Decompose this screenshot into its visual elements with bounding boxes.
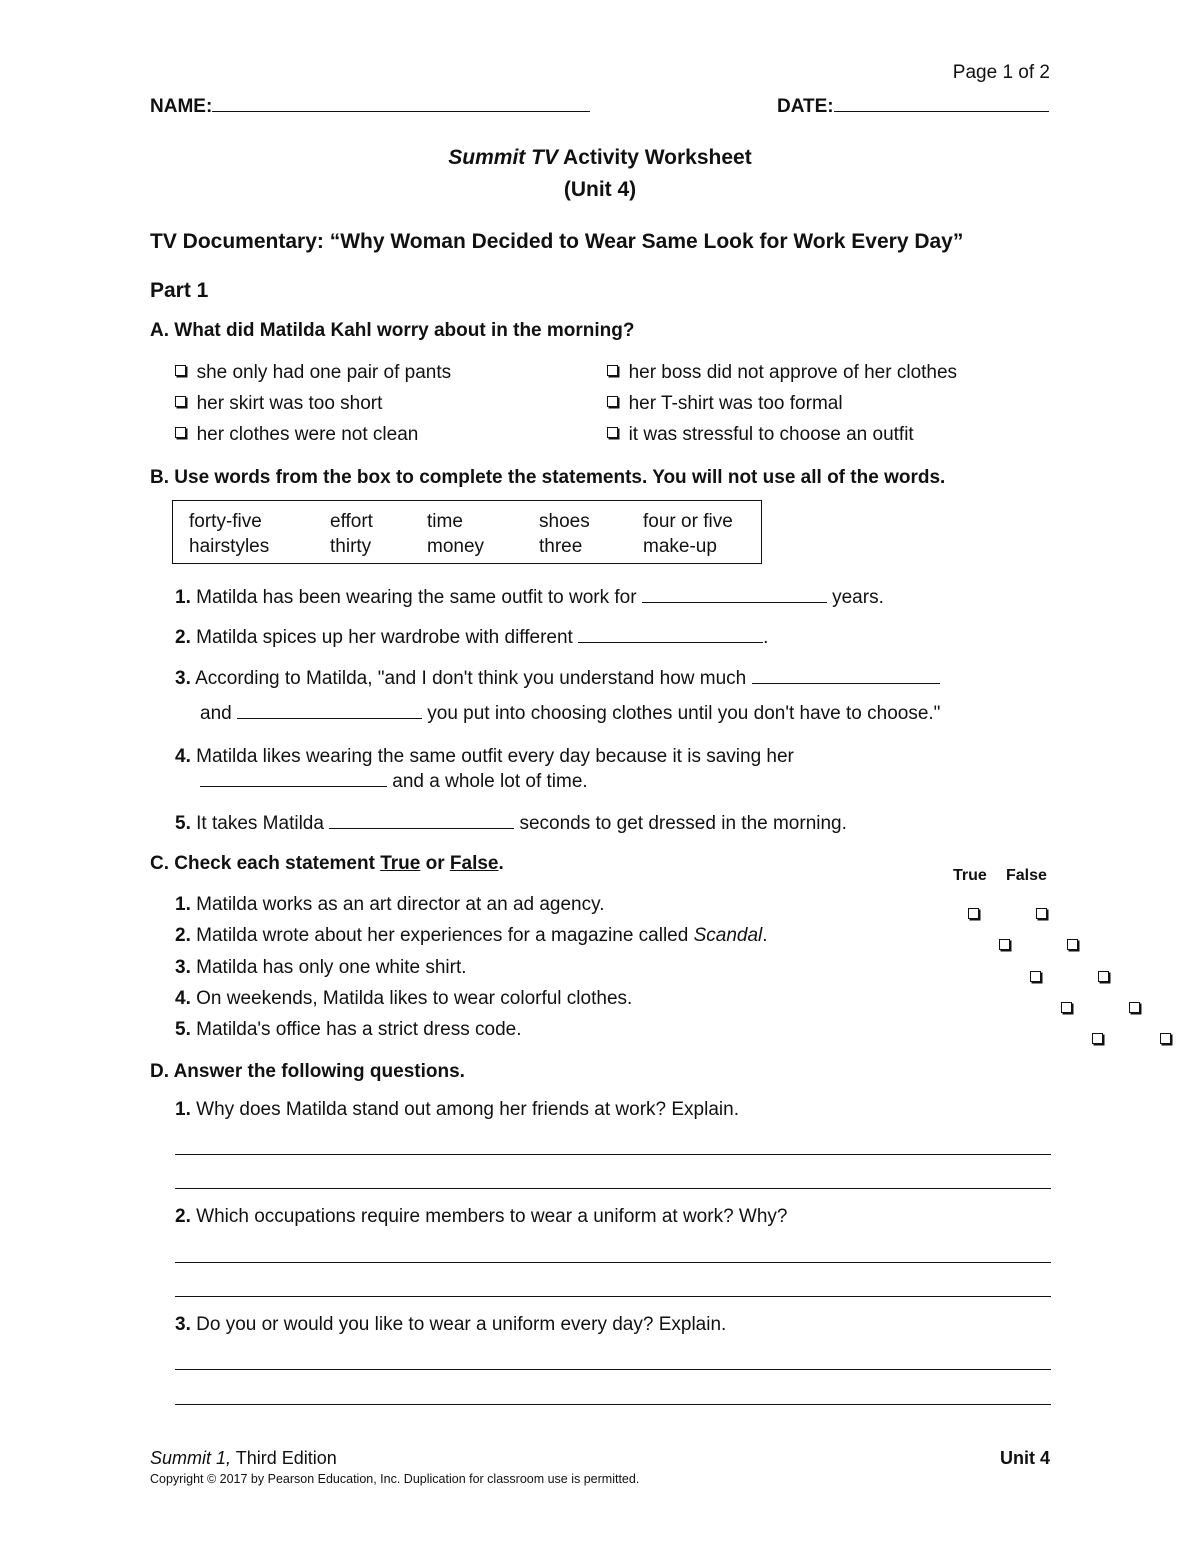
name-label-text: NAME:: [150, 96, 213, 117]
word: three: [539, 536, 583, 557]
option-label: she only had one pair of pants: [196, 362, 452, 383]
statement-c-1: [175, 894, 605, 916]
false-checkbox-3[interactable]: [1098, 971, 1109, 982]
word: forty-five: [189, 511, 262, 532]
word: shoes: [539, 511, 590, 532]
statement-b-5: [175, 813, 847, 835]
unit-subtitle: (Unit 4): [563, 178, 637, 201]
checkbox-icon[interactable]: [607, 396, 618, 407]
item-number: 3.: [175, 1314, 191, 1335]
statement-text: seconds to get dressed in the morning.: [519, 813, 847, 834]
answer-line[interactable]: [175, 1262, 1051, 1263]
item-number: 4.: [175, 988, 191, 1009]
documentary-title: TV Documentary: “Why Woman Decided to Wear Same Look for Work Every Day”: [150, 230, 964, 253]
blank-field[interactable]: [578, 641, 763, 643]
option-label: her boss did not approve of her clothes: [628, 362, 958, 383]
true-checkbox-1[interactable]: [968, 908, 979, 919]
checkbox-icon[interactable]: [607, 365, 618, 376]
footer-unit: Unit 4: [999, 1448, 1050, 1468]
title-italic: Summit TV: [448, 146, 558, 169]
item-number: 3.: [175, 957, 191, 978]
option-a-right-2[interactable]: [607, 393, 843, 415]
option-a-left-3[interactable]: [175, 424, 418, 446]
checkbox-icon[interactable]: [607, 427, 618, 438]
name-field[interactable]: [212, 110, 590, 112]
statement-text: years.: [832, 587, 884, 608]
statement-text: you put into choosing clothes until you don't have to choose.": [427, 703, 941, 724]
blank-field[interactable]: [329, 827, 514, 829]
question-text: Which occupations require members to wear a uniform at work? Why?: [196, 1206, 788, 1227]
item-number: 2.: [175, 925, 191, 946]
statement-text: Matilda likes wearing the same outfit every day because it is saving her: [196, 746, 794, 767]
statement-c-2: [175, 925, 768, 947]
option-label: her skirt was too short: [196, 393, 383, 414]
page-indicator: Page 1 of 2: [952, 62, 1050, 83]
statement-text: Matilda spices up her wardrobe with different: [196, 627, 573, 648]
statement-b-3-cont: [200, 703, 940, 725]
statement-b-1: [175, 587, 884, 609]
checkbox-icon[interactable]: [175, 396, 186, 407]
statement-text: and a whole lot of time.: [392, 771, 588, 792]
part-label: Part 1: [150, 279, 209, 302]
section-c-heading: [150, 853, 504, 875]
heading-period: .: [498, 853, 504, 874]
statement-text: Matilda has only one white shirt.: [196, 957, 467, 978]
title-rest: Activity Worksheet: [557, 146, 752, 169]
word: money: [427, 536, 485, 557]
question-d-2: [175, 1206, 788, 1228]
date-label: [777, 96, 1049, 118]
blank-field[interactable]: [642, 601, 827, 603]
column-false-label: False: [1006, 867, 1047, 884]
word: hairstyles: [189, 536, 270, 557]
false-checkbox-2[interactable]: [1067, 939, 1078, 950]
true-checkbox-2[interactable]: [999, 939, 1010, 950]
false-checkbox-5[interactable]: [1160, 1033, 1171, 1044]
date-field[interactable]: [834, 110, 1049, 112]
name-label: [150, 96, 590, 118]
blank-field[interactable]: [200, 785, 387, 787]
option-label: her clothes were not clean: [196, 424, 419, 445]
option-label: her T-shirt was too formal: [628, 393, 843, 414]
page-title: [0, 146, 1200, 170]
item-number: 1.: [175, 1099, 191, 1120]
true-checkbox-4[interactable]: [1061, 1002, 1072, 1013]
statement-text: Matilda wrote about her experiences for a magazine called: [196, 925, 694, 946]
heading-text: C. Check each statement: [150, 853, 381, 874]
question-d-1: [175, 1099, 739, 1121]
word: make-up: [643, 536, 717, 557]
question-text: Why does Matilda stand out among her friends at work? Explain.: [196, 1099, 739, 1120]
heading-false: False: [449, 853, 499, 874]
column-true-label: True: [953, 867, 987, 884]
option-a-left-1[interactable]: [175, 362, 451, 384]
question-text: Do you or would you like to wear a uniform every day? Explain.: [196, 1314, 727, 1335]
option-a-right-1[interactable]: [607, 362, 957, 384]
false-checkbox-1[interactable]: [1036, 908, 1047, 919]
answer-line[interactable]: [175, 1154, 1051, 1155]
statement-text: Matilda has been wearing the same outfit to work for: [196, 587, 637, 608]
date-label-text: DATE:: [777, 96, 834, 117]
true-checkbox-5[interactable]: [1092, 1033, 1103, 1044]
statement-c-5: [175, 1019, 522, 1041]
statement-text: .: [762, 925, 768, 946]
section-d-heading: D. Answer the following questions.: [150, 1061, 465, 1082]
statement-text: According to Matilda, "and I don't think you understand how much: [195, 668, 747, 689]
statement-b-2: [175, 627, 768, 649]
item-number: 5.: [175, 813, 191, 834]
checkbox-icon[interactable]: [175, 427, 186, 438]
word: time: [427, 511, 463, 532]
item-number: 4.: [175, 746, 191, 767]
section-a-heading: A. What did Matilda Kahl worry about in the morning?: [150, 320, 635, 341]
statement-b-3: [175, 668, 940, 690]
item-number: 3.: [175, 668, 191, 689]
statement-text: Matilda's office has a strict dress code.: [196, 1019, 522, 1040]
item-number: 1.: [175, 587, 191, 608]
question-d-3: [175, 1314, 726, 1336]
footer-copyright: Copyright © 2017 by Pearson Education, Inc. Duplication for classroom use is permitted.: [150, 1472, 640, 1486]
statement-text: and: [200, 703, 232, 724]
answer-line[interactable]: [175, 1369, 1051, 1370]
heading-or: or: [420, 853, 450, 874]
footer-book: [150, 1448, 337, 1469]
statement-text: .: [763, 627, 769, 648]
checkbox-icon[interactable]: [175, 365, 186, 376]
footer-book-italic: Summit 1,: [150, 1448, 232, 1468]
option-label: it was stressful to choose an outfit: [628, 424, 914, 445]
answer-line[interactable]: [175, 1404, 1051, 1405]
statement-c-4: [175, 988, 632, 1010]
magazine-name: Scandal: [693, 925, 763, 946]
item-number: 1.: [175, 894, 191, 915]
statement-text: It takes Matilda: [196, 813, 324, 834]
word: thirty: [330, 536, 372, 557]
answer-line[interactable]: [175, 1188, 1051, 1189]
statement-b-4-cont: [200, 771, 588, 793]
statement-text: Matilda works as an art director at an ad agency.: [196, 894, 605, 915]
option-a-right-3[interactable]: [607, 424, 914, 446]
statement-c-3: [175, 957, 467, 979]
item-number: 2.: [175, 627, 191, 648]
blank-field[interactable]: [237, 717, 422, 719]
word: effort: [330, 511, 373, 532]
word-box: [172, 500, 762, 564]
blank-field[interactable]: [752, 682, 940, 684]
footer-book-rest: Third Edition: [231, 1448, 337, 1468]
true-checkbox-3[interactable]: [1030, 971, 1041, 982]
item-number: 5.: [175, 1019, 191, 1040]
item-number: 2.: [175, 1206, 191, 1227]
answer-line[interactable]: [175, 1296, 1051, 1297]
word: four or five: [643, 511, 733, 532]
false-checkbox-4[interactable]: [1129, 1002, 1140, 1013]
option-a-left-2[interactable]: [175, 393, 382, 415]
section-b-heading: B. Use words from the box to complete the statements. You will not use all of the words.: [150, 467, 946, 488]
statement-b-4: [175, 746, 794, 768]
statement-text: On weekends, Matilda likes to wear colorful clothes.: [196, 988, 633, 1009]
heading-true: True: [380, 853, 421, 874]
